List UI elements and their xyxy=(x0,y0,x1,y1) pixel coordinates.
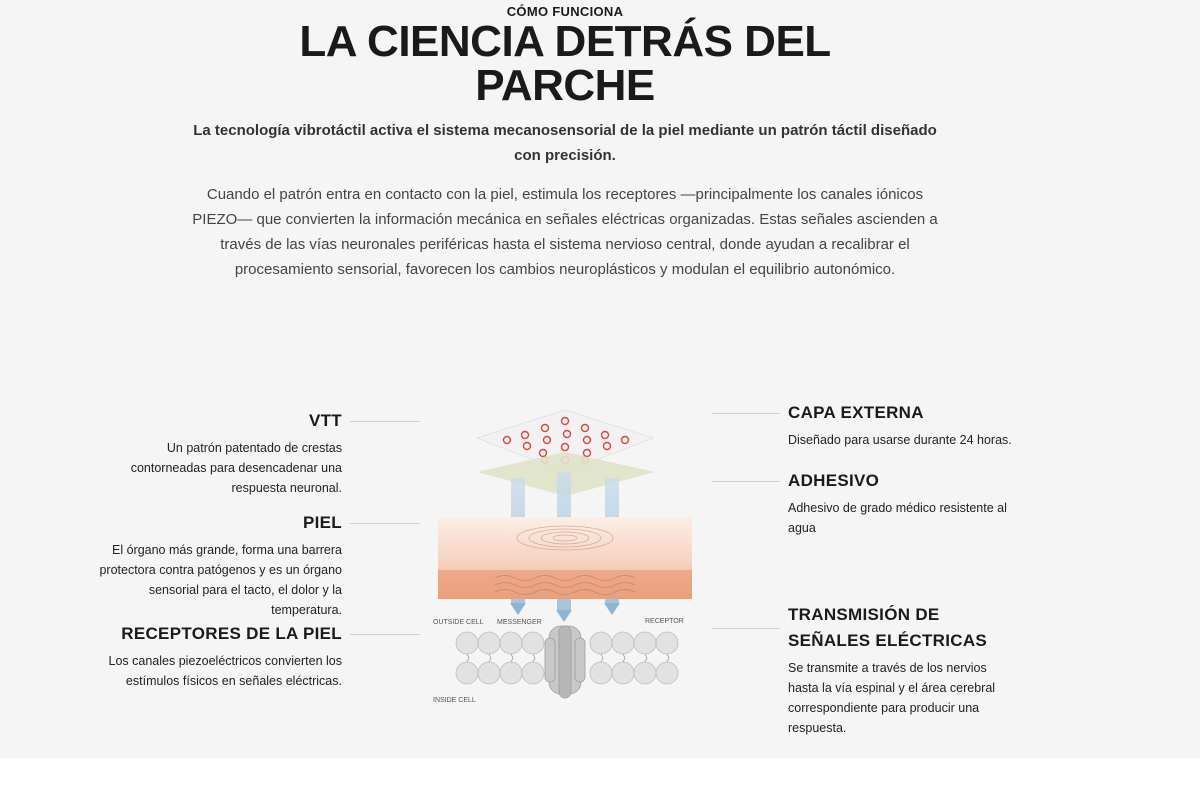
info-block-vtt xyxy=(95,408,342,498)
section-eyebrow: CÓMO FUNCIONA xyxy=(506,4,624,19)
info-block-text: Se transmite a través de los nervios hasta la vía espinal y el área cerebral correspondiente para producir una respuesta. xyxy=(788,661,996,735)
connector-line xyxy=(350,421,420,422)
info-block-title: TRANSMISIÓN DE SEÑALES ELÉCTRICAS xyxy=(788,605,988,650)
inside-cell-label: INSIDE CELL xyxy=(433,697,476,704)
title-line-2: PARCHE xyxy=(475,61,655,110)
messenger-label: MESSENGER xyxy=(497,619,542,626)
connector-line xyxy=(712,628,780,629)
info-block-capa-externa xyxy=(788,400,1033,450)
info-block-text: Los canales piezoeléctricos convierten los estímulos físicos en señales eléctricas. xyxy=(108,654,342,688)
connector-line xyxy=(712,413,780,414)
receptor-label: RECEPTOR xyxy=(645,618,684,625)
connector-line xyxy=(350,523,420,524)
info-block-adhesivo xyxy=(788,468,1033,538)
info-block-title: ADHESIVO xyxy=(788,471,880,490)
piezo-channel-icon xyxy=(545,626,585,698)
section-title xyxy=(0,17,1130,110)
outside-cell-label: OUTSIDE CELL xyxy=(433,619,484,626)
info-block-title: PIEL xyxy=(303,513,342,532)
info-block-text: El órgano más grande, forma una barrera protectora contra patógenos y es un órgano sensorial para el tacto, el dolor y la temperatura. xyxy=(99,543,342,617)
connector-line xyxy=(712,481,780,482)
info-block-title: VTT xyxy=(308,411,342,430)
section-body: Cuando el patrón entra en contacto con la piel, estimula los receptores —principalmente los canales iónicos PIEZO— que convierten la información mecánica en señales eléctricas organizadas. Estas señales ascienden a través de las vías neuronales periféricas hasta el sistema nervioso central, donde ayudan a recalibrar el procesamiento sensorial, favorecen los cambios neuroplásticos y modulan el equilibrio autonómico. xyxy=(192,186,938,278)
info-block-transmision xyxy=(788,602,1018,738)
info-block-piel xyxy=(95,510,342,620)
title-line-1: LA CIENCIA DETRÁS DEL xyxy=(299,17,831,66)
info-block-text: Adhesivo de grado médico resistente al agua xyxy=(788,501,1007,535)
patch-layers-diagram xyxy=(425,400,715,720)
section-lead: La tecnología vibrotáctil activa el sistema mecanosensorial de la piel mediante un patrón táctil diseñado con precisión. xyxy=(193,122,937,164)
info-block-text: Diseñado para usarse durante 24 horas. xyxy=(788,433,1012,447)
info-block-title: RECEPTORES DE LA PIEL xyxy=(121,624,342,643)
info-block-receptores xyxy=(95,621,342,691)
info-block-title: CAPA EXTERNA xyxy=(788,403,924,422)
info-block-text: Un patrón patentado de crestas contorneadas para desencadenar una respuesta neuronal. xyxy=(130,441,342,495)
connector-line xyxy=(350,634,420,635)
